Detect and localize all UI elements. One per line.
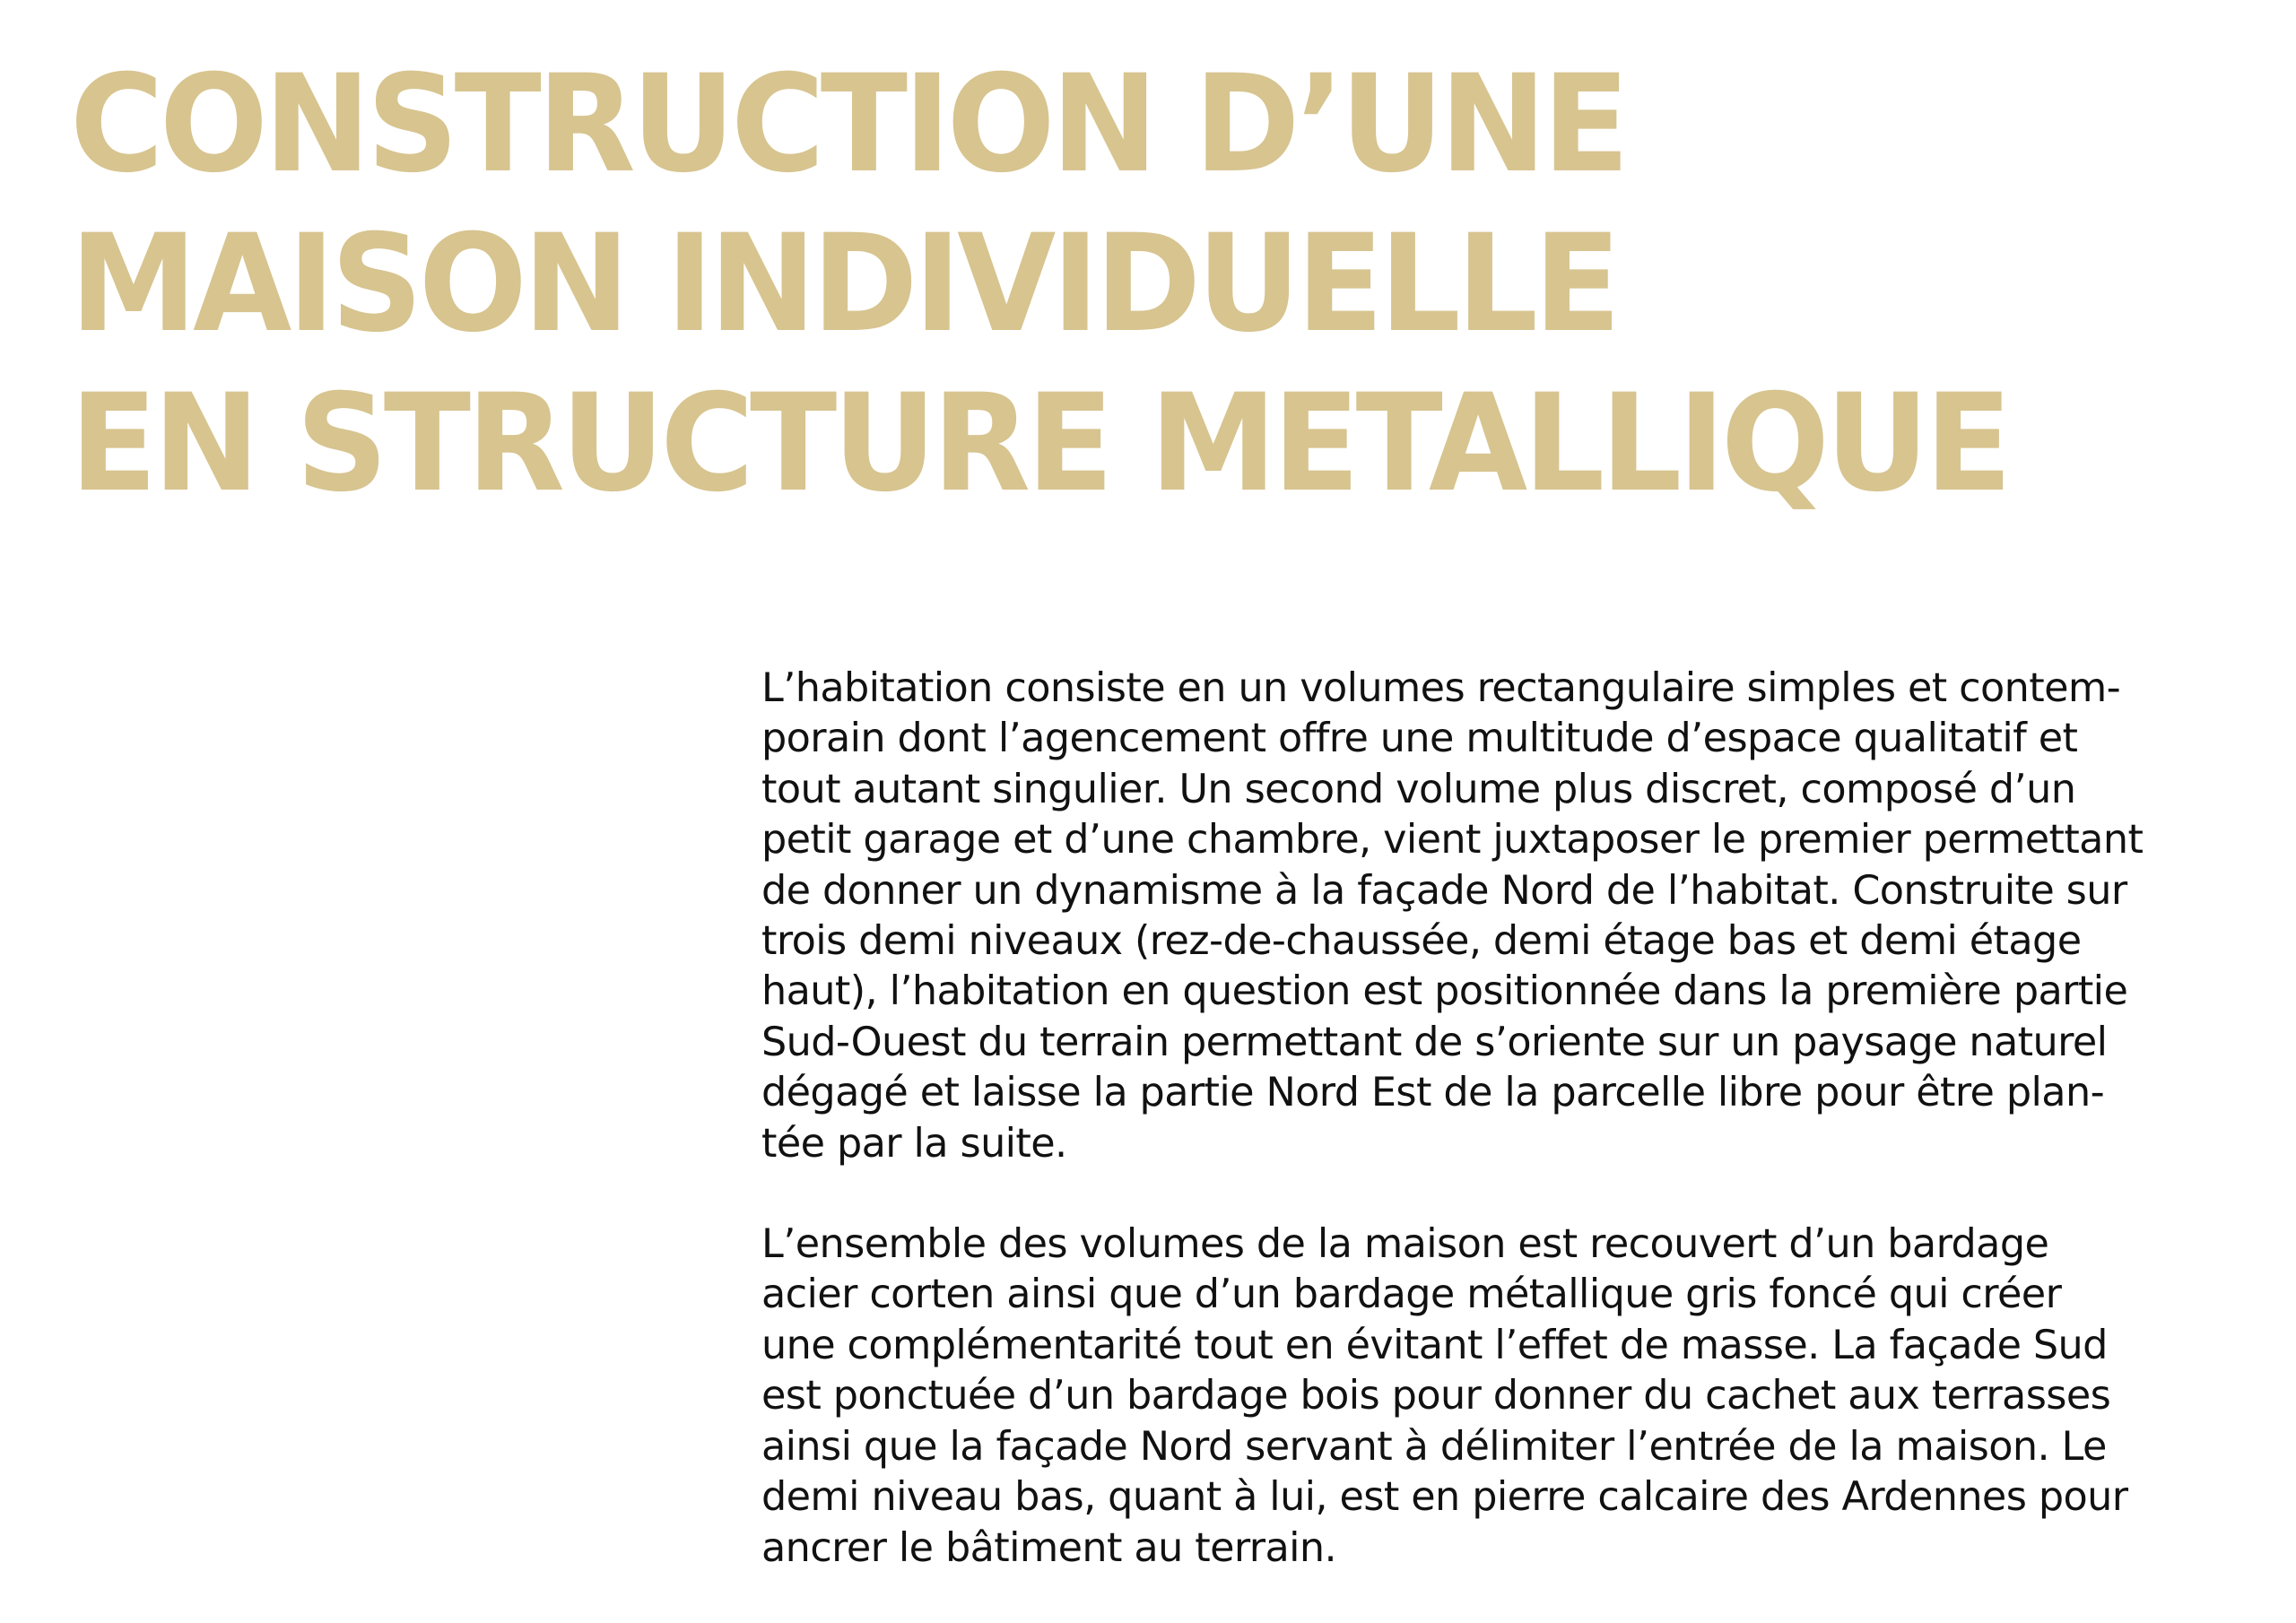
paragraph-line: ancrer le bâtiment au terrain. — [761, 1524, 1337, 1571]
paragraph-line: L’habitation consiste en un volumes rectangulaire simples et contem- — [761, 665, 2121, 711]
paragraph-line: ainsi que la façade Nord servant à délimiter l’entrée de la maison. Le — [761, 1423, 2107, 1470]
title-line-2: MAISON INDIVIDUELLE — [70, 206, 1617, 362]
paragraph-line: dégagé et laisse la partie Nord Est de la parcelle libre pour être plan- — [761, 1070, 2105, 1116]
title-line-1: CONSTRUCTION D’UNE — [70, 47, 1626, 203]
paragraph-line: est ponctuée d’un bardage bois pour donner du cachet aux terrasses — [761, 1373, 2111, 1419]
paragraph-line: demi niveau bas, quant à lui, est en pierre calcaire des Ardennes pour — [761, 1474, 2128, 1521]
paragraph-line: une complémentarité tout en évitant l’effet de masse. La façade Sud — [761, 1322, 2108, 1368]
paragraph-line: haut), l’habitation en question est positionnée dans la première partie — [761, 968, 2128, 1015]
paragraph-line: Sud-Ouest du terrain permettant de s’oriente sur un paysage naturel — [761, 1019, 2108, 1065]
paragraph-line: petit garage et d’une chambre, vient juxtaposer le premier permettant — [761, 817, 2144, 864]
body-text — [761, 664, 2277, 1574]
paragraph-line: tout autant singulier. Un second volume plus discret, composé d’un — [761, 766, 2076, 812]
paragraph-spacer — [761, 1169, 2277, 1219]
title-line-3: EN STRUCTURE METALLIQUE — [70, 366, 2008, 522]
paragraph-2 — [761, 1219, 2277, 1574]
page-title — [70, 45, 2008, 524]
paragraph-line: trois demi niveaux (rez-de-chaussée, demi étage bas et demi étage — [761, 918, 2082, 965]
paragraph-line: porain dont l’agencement offre une multitude d’espace qualitatif et — [761, 716, 2078, 762]
paragraph-line: de donner un dynamisme à la façade Nord de l’habitat. Construite sur — [761, 867, 2127, 914]
paragraph-line: acier corten ainsi que d’un bardage métallique gris foncé qui créer — [761, 1271, 2062, 1318]
paragraph-line: tée par la suite. — [761, 1120, 1067, 1167]
paragraph-line: L’ensemble des volumes de la maison est recouvert d’un bardage — [761, 1221, 2049, 1268]
paragraph-1 — [761, 664, 2277, 1169]
